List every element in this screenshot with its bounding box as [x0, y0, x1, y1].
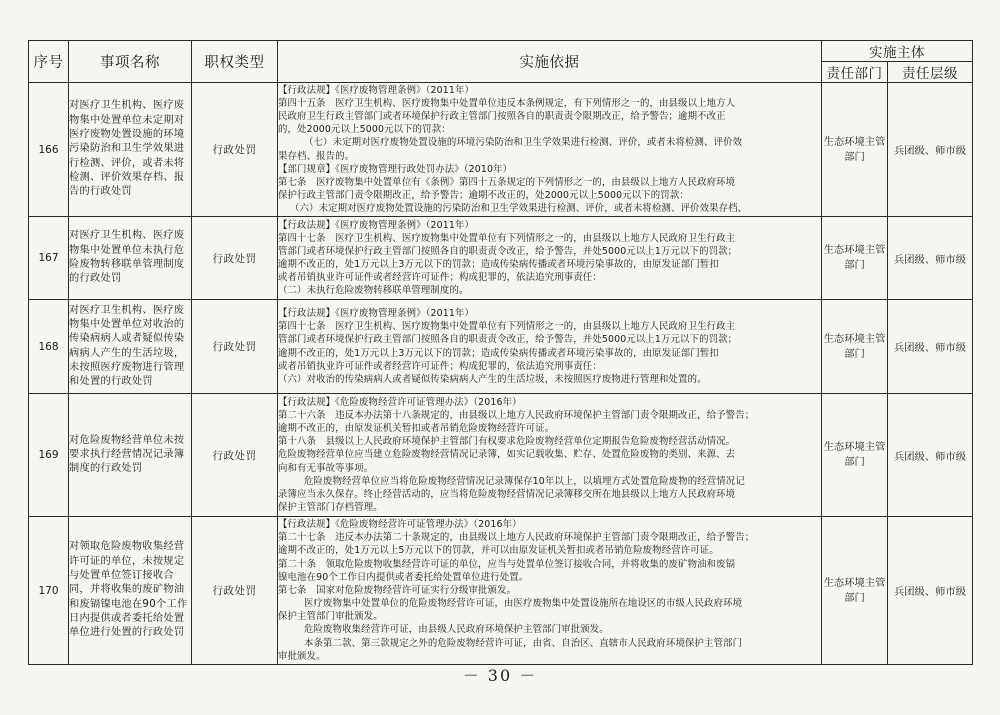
power-type: 行政处罚	[192, 300, 278, 394]
row-number: 170	[29, 517, 69, 665]
header-item-name: 事项名称	[69, 41, 192, 83]
responsible-dept: 生态环境主管部门	[822, 394, 888, 517]
responsible-dept: 生态环境主管部门	[822, 217, 888, 300]
basis-line: 第四十七条 医疗卫生机构、医疗废物集中处置单位有下列情形之一的，由县级以上地方人民政府卫生行政主	[278, 321, 736, 333]
basis-line: 逾期不改正的，处1万元以上3万元以下的罚款；造成传染病传播或者环境污染事故的，由原发证部门暂扣	[278, 347, 719, 359]
legal-basis	[278, 394, 822, 517]
item-name: 对危险废物经营单位未按要求执行经营情况记录簿制度的行政处罚	[69, 394, 192, 517]
legal-basis	[278, 300, 822, 394]
responsible-dept: 生态环境主管部门	[822, 83, 888, 217]
row-number: 166	[29, 83, 69, 217]
basis-line: 民政府卫生行政主管部门或者环境保护行政主管部门按照各自的职责责令限期改正，给予警告；逾期不改正	[278, 111, 726, 123]
basis-line: 审批颁发。	[278, 650, 326, 662]
basis-line: 第二十六条 违反本办法第十八条规定的，由县级以上地方人民政府环境保护主管部门责令限期改正，给予警告；	[278, 409, 755, 421]
responsible-level: 兵团级、师市级	[888, 517, 973, 665]
basis-line: 【行政法规】《医疗废物管理条例》（2011年）	[278, 308, 475, 320]
basis-line: 或者吊销执业许可证件或者经营许可证件；构成犯罪的，依法追究刑事责任：	[278, 360, 602, 372]
basis-line: 镍电池在90个工作日内提供或者委托给处置单位进行处置。	[278, 571, 529, 583]
row-number: 169	[29, 394, 69, 517]
basis-line: 逾期不改正的，处1万元以上3万元以下的罚款；造成传染病传播或者环境污染事故的，由原发证部门暂扣	[278, 259, 719, 270]
basis-line: 医疗废物集中处置单位的危险废物经营许可证，由医疗废物集中处置设施所在地设区的市级人民政府环境	[304, 598, 743, 610]
responsible-level: 兵团级、师市级	[888, 394, 973, 517]
table-row	[29, 83, 973, 217]
legal-basis	[278, 517, 822, 665]
basis-line: （六）对收治的传染病病人或者疑似传染病病人产生的生活垃圾，未按照医疗废物进行管理和处置的。	[278, 373, 707, 385]
responsible-dept: 生态环境主管部门	[822, 300, 888, 394]
header-seq: 序号	[29, 41, 69, 83]
basis-line: 【行政法规】《危险废物经营许可证管理办法》（2016年）	[278, 396, 522, 408]
responsible-level: 兵团级、师市级	[888, 217, 973, 300]
table-row	[29, 217, 973, 300]
power-type: 行政处罚	[192, 517, 278, 665]
row-number: 168	[29, 300, 69, 394]
basis-line: 第十八条 县级以上人民政府环境保护主管部门有权要求危险废物经营单位定期报告危险废物经营活动情况。	[278, 436, 736, 448]
item-name: 对医疗卫生机构、医疗废物集中处置单位对收治的传染病病人或者疑似传染病病人产生的生活垃圾，未按照医疗废物进行管理和处置的行政处罚	[69, 300, 192, 394]
basis-line: 【行政法规】《医疗废物管理条例》（2011年）	[278, 219, 475, 231]
responsible-dept: 生态环境主管部门	[822, 517, 888, 665]
basis-line: 第七条 国家对危险废物经营许可证实行分级审批颁发。	[278, 584, 517, 596]
basis-line: 本条第二款、第三款规定之外的危险废物经营许可证，由省、自治区、直辖市人民政府环境保护主管部门	[304, 637, 743, 649]
basis-line: 果存档、报告的。	[278, 150, 355, 162]
page-number: － 30 －	[462, 666, 538, 685]
basis-line: 【行政法规】《危险废物经营许可证管理办法》（2016年）	[278, 519, 522, 531]
power-list-table	[28, 40, 973, 665]
basis-line: 危险废物收集经营许可证，由县级人民政府环境保护主管部门审批颁发。	[304, 624, 609, 636]
basis-line: 管部门或者环境保护行政主管部门按照各自的职责责令改正，给予警告，并处5000元以上1万元以下的罚款；	[278, 334, 738, 346]
basis-line: （七）未定期对医疗废物处置设施的环境污染防治和卫生学效果进行检测、评价，或者未将检测、评价效	[304, 137, 743, 149]
basis-line: 危险废物经营单位应当建立危险废物经营情况记录簿，如实记载收集、贮存、处置危险废物的类别、来源、去	[278, 449, 736, 461]
basis-line: 的，处2000元以上5000元以下的罚款：	[278, 124, 451, 136]
legal-basis	[278, 83, 822, 217]
basis-line: 向和有无事故等事项。	[278, 462, 374, 474]
header-dept: 责任部门	[822, 62, 888, 83]
basis-line: 危险废物经营单位应当将危险废物经营情况记录簿保存10年以上，以填埋方式处置危险废物的经营情况记	[304, 475, 745, 487]
basis-line: 【行政法规】《医疗废物管理条例》（2011年）	[278, 84, 475, 96]
basis-line: 第二十条 领取危险废物收集经营许可证的单位，应当与处置单位签订接收合同，并将收集的废矿物油和废镉	[278, 558, 736, 570]
table-row	[29, 300, 973, 394]
basis-line: 【部门规章】《医疗废物管理行政处罚办法》（2010年）	[278, 163, 513, 175]
header-basis: 实施依据	[278, 41, 822, 83]
basis-line: 或者吊销执业许可证件或者经营许可证件；构成犯罪的，依法追究刑事责任：	[278, 272, 602, 284]
basis-line: 管部门或者环境保护行政主管部门按照各自的职责责令改正，给予警告，并处5000元以上1万元以下的罚款；	[278, 245, 738, 257]
basis-line: 第四十七条 医疗卫生机构、医疗废物集中处置单位有下列情形之一的，由县级以上地方人民政府卫生行政主	[278, 232, 736, 244]
basis-line: 录簿应当永久保存。终止经营活动的，应当将危险废物经营情况记录簿移交所在地县级以上地方人民政府环境	[278, 488, 736, 500]
power-type: 行政处罚	[192, 394, 278, 517]
basis-line: 保护主管部门存档管理。	[278, 502, 383, 514]
basis-line: 第二十七条 违反本办法第二十条规定的，由县级以上地方人民政府环境保护主管部门责令限期改正，给予警告；	[278, 532, 755, 544]
legal-basis	[278, 217, 822, 300]
responsible-level: 兵团级、师市级	[888, 83, 973, 217]
power-type: 行政处罚	[192, 217, 278, 300]
responsible-level: 兵团级、师市级	[888, 300, 973, 394]
item-name: 对医疗卫生机构、医疗废物集中处置单位未定期对医疗废物处置设施的环境污染防治和卫生学效果进行检测、评价，或者未将检测、评价效果存档、报告的行政处罚	[69, 83, 192, 217]
basis-line: 保护主管部门审批颁发。	[278, 611, 383, 623]
header-subject: 实施主体	[822, 41, 973, 62]
basis-line: （二）未执行危险废物转移联单管理制度的。	[278, 285, 469, 297]
table-row	[29, 394, 973, 517]
basis-line: 逾期不改正的，由原发证机关暂扣或者吊销危险废物经营许可证。	[278, 423, 555, 435]
header-level: 责任层级	[888, 62, 973, 83]
table-row	[29, 517, 973, 665]
row-number: 167	[29, 217, 69, 300]
header-power-type: 职权类型	[192, 41, 278, 83]
basis-line: 第四十五条 医疗卫生机构、医疗废物集中处置单位违反本条例规定，有下列情形之一的，由县级以上地方人	[278, 97, 736, 109]
basis-line: 逾期不改正的，处1万元以上5万元以下的罚款，并可以由原发证机关暂扣或者吊销危险废物经营许可证。	[278, 545, 719, 557]
basis-line: （六）未定期对医疗废物处置设施的污染防治和卫生学效果进行检测、评价，或者未将检测、评价效果存档、	[290, 203, 748, 215]
basis-line: 保护行政主管部门责令限期改正，给予警告；逾期不改正的，处2000元以上5000元以下的罚款：	[278, 189, 689, 201]
item-name: 对领取危险废物收集经营许可证的单位，未按规定与处置单位签订接收合同，并将收集的废矿物油和废镉镍电池在90个工作日内提供或者委托给处置单位进行处置的行政处罚	[69, 517, 192, 665]
item-name: 对医疗卫生机构、医疗废物集中处置单位未执行危险废物转移联单管理制度的行政处罚	[69, 217, 192, 300]
basis-line: 第七条 医疗废物集中处置单位有《条例》第四十五条规定的下列情形之一的，由县级以上地方人民政府环境	[278, 176, 736, 188]
power-type: 行政处罚	[192, 83, 278, 217]
